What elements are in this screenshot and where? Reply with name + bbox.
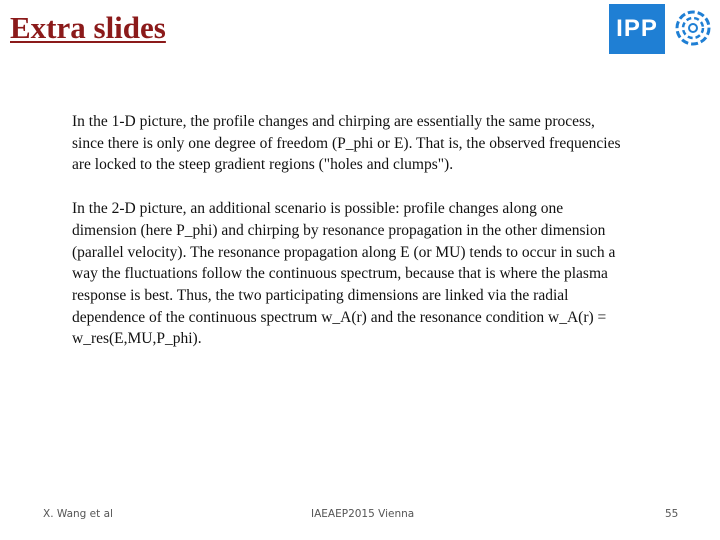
- ipp-logo-text: IPP: [616, 15, 658, 42]
- slide-body: [72, 111, 624, 372]
- footer-event: IAEAEP2015 Vienna: [311, 508, 415, 520]
- ipp-logo: [609, 4, 665, 54]
- slide-title: Extra slides: [10, 10, 166, 45]
- ring-logo-icon: [673, 8, 713, 48]
- footer-page-number: 55: [665, 508, 679, 520]
- paragraph-2d-picture: In the 2-D picture, an additional scenario is possible: profile changes along one dimension (here P_phi) and chirping by resonance propagation in the other dimension (parallel velocity). The resonance propagation along E (or MU) tends to occur in such a way the fluctuations follow the continuous spectrum, because that is where the plasma response is best. Thus, the two participating dimensions are linked via the radial dependence of the continuous spectrum w_A(r) and the resonance condition w_A(r) = w_res(E,MU,P_phi).: [72, 200, 616, 348]
- paragraph-1d-picture: In the 1-D picture, the profile changes and chirping are essentially the same process, since there is only one degree of freedom (P_phi or E). That is, the observed frequencies are locked to the steep gradient regions ("holes and clumps").: [72, 113, 621, 174]
- footer-author: X. Wang et al: [43, 508, 113, 520]
